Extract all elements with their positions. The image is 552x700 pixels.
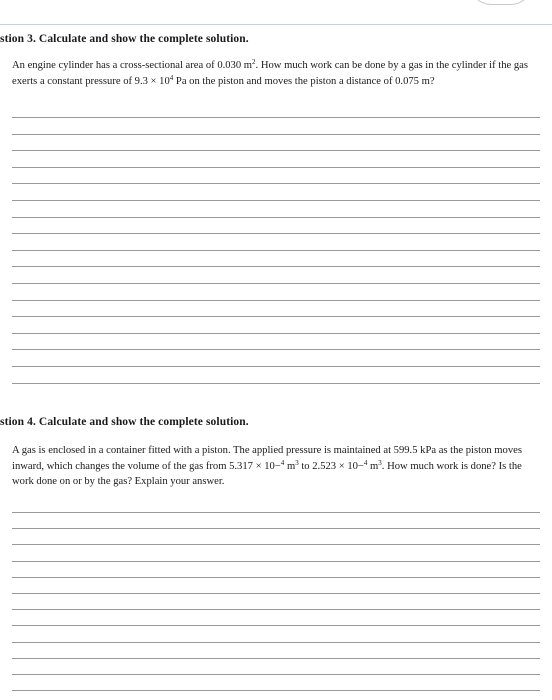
q4-superscript: 3 <box>295 458 299 467</box>
answer-line[interactable] <box>12 134 540 135</box>
question-3-text <box>12 58 534 89</box>
answer-line[interactable] <box>12 117 540 118</box>
q4-text-part: . How much work is done? Is the work done on or by the gas? Explain your answer. <box>12 460 522 487</box>
answer-line[interactable] <box>12 183 540 184</box>
answer-line[interactable] <box>12 233 540 234</box>
answer-line[interactable] <box>12 266 540 267</box>
q3-text-part: . How much work can be done by a gas in the cylinder if the gas exerts a constant pressure of 9.3 × 10 <box>12 60 528 87</box>
answer-line[interactable] <box>12 250 540 251</box>
question-4-heading: stion 4. Calculate and show the complete solution. <box>0 416 249 428</box>
question-4-text <box>12 443 534 490</box>
q4-text-part: A gas is enclosed in a container fitted with a piston. The applied pressure is maintained at 599.5 kPa as the piston moves inward, which changes the volume of the gas from 5.317 × 10− <box>12 445 522 472</box>
q4-superscript: 4 <box>363 458 368 467</box>
corner-decoration <box>470 0 532 5</box>
q4-text-part: m <box>367 460 379 472</box>
answer-line[interactable] <box>12 658 540 659</box>
q4-text-part: to 2.523 × 10− <box>298 460 364 472</box>
answer-line[interactable] <box>12 316 540 317</box>
question-3-heading: stion 3. Calculate and show the complete solution. <box>0 33 249 45</box>
q3-text-part: Pa on the piston and moves the piston a distance of 0.075 m? <box>173 75 435 87</box>
answer-line[interactable] <box>12 349 540 350</box>
answer-line[interactable] <box>12 217 540 218</box>
answer-line[interactable] <box>12 167 540 168</box>
answer-line[interactable] <box>12 366 540 367</box>
q4-superscript: 3 <box>378 458 382 467</box>
q4-superscript: 4 <box>280 458 285 467</box>
q4-text-part: m <box>284 460 296 472</box>
answer-line[interactable] <box>12 383 540 384</box>
q3-text-part: An engine cylinder has a cross-sectional area of 0.030 m <box>12 60 253 71</box>
answer-line[interactable] <box>12 625 540 626</box>
answer-line[interactable] <box>12 150 540 151</box>
answer-line[interactable] <box>12 690 540 691</box>
answer-line[interactable] <box>12 561 540 562</box>
answer-line[interactable] <box>12 200 540 201</box>
answer-line[interactable] <box>12 577 540 578</box>
answer-line[interactable] <box>12 642 540 643</box>
answer-line[interactable] <box>12 528 540 529</box>
answer-line[interactable] <box>12 333 540 334</box>
answer-line[interactable] <box>12 283 540 284</box>
answer-line[interactable] <box>12 544 540 545</box>
q3-superscript: 2 <box>252 58 256 66</box>
answer-line[interactable] <box>12 609 540 610</box>
answer-line[interactable] <box>12 512 540 513</box>
answer-line[interactable] <box>12 300 540 301</box>
q3-superscript: 4 <box>169 73 174 82</box>
top-divider <box>0 24 552 25</box>
answer-line[interactable] <box>12 593 540 594</box>
answer-line[interactable] <box>12 674 540 675</box>
